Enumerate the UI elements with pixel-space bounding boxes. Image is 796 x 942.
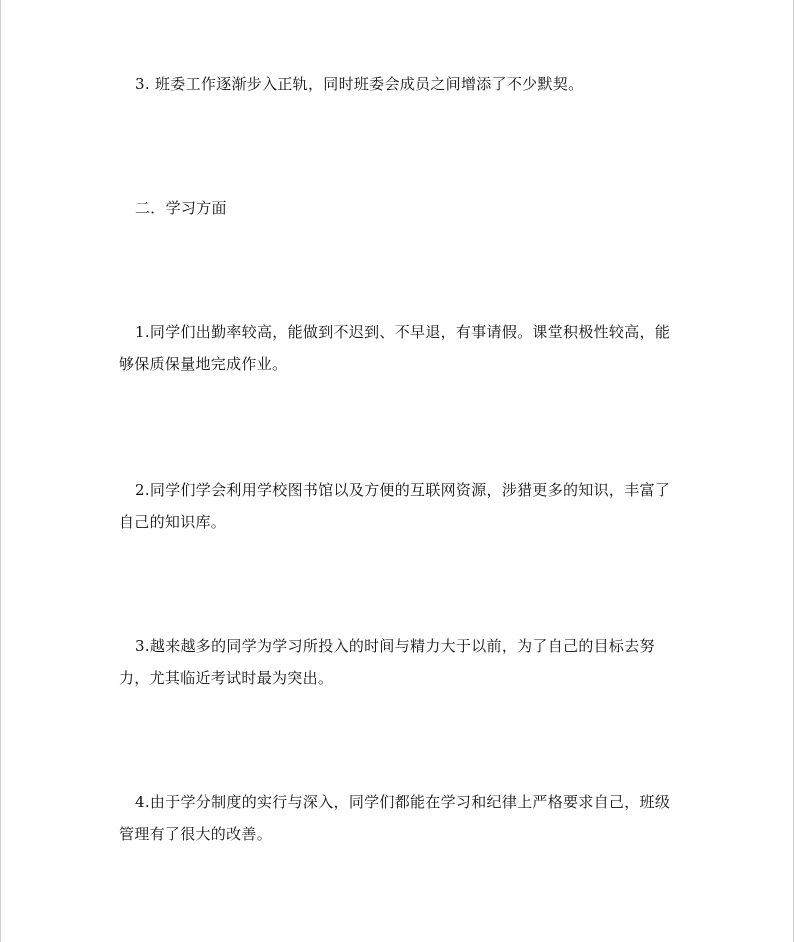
paragraph-credit-system: 4.由于学分制度的实行与深入，同学们都能在学习和纪律上严格要求自己，班级管理有了很大的改善。 xyxy=(119,793,671,843)
paragraph-class-committee: 3. 班委工作逐渐步入正轨，同时班委会成员之间增添了不少默契。 xyxy=(135,75,584,93)
paragraph-study-time: 3.越来越多的同学为学习所投入的时间与精力大于以前，为了自己的目标去努力，尤其临近考试时最为突出。 xyxy=(119,637,655,687)
paragraph-library: 2.同学们学会利用学校图书馆以及方便的互联网资源，涉猎更多的知识，丰富了自己的知识库。 xyxy=(119,481,671,531)
section-heading-study: 二．学习方面 xyxy=(135,199,227,217)
paragraph-attendance: 1.同学们出勤率较高，能做到不迟到、不早退，有事请假。课堂积极性较高，能够保质保量地完成作业。 xyxy=(119,323,671,373)
